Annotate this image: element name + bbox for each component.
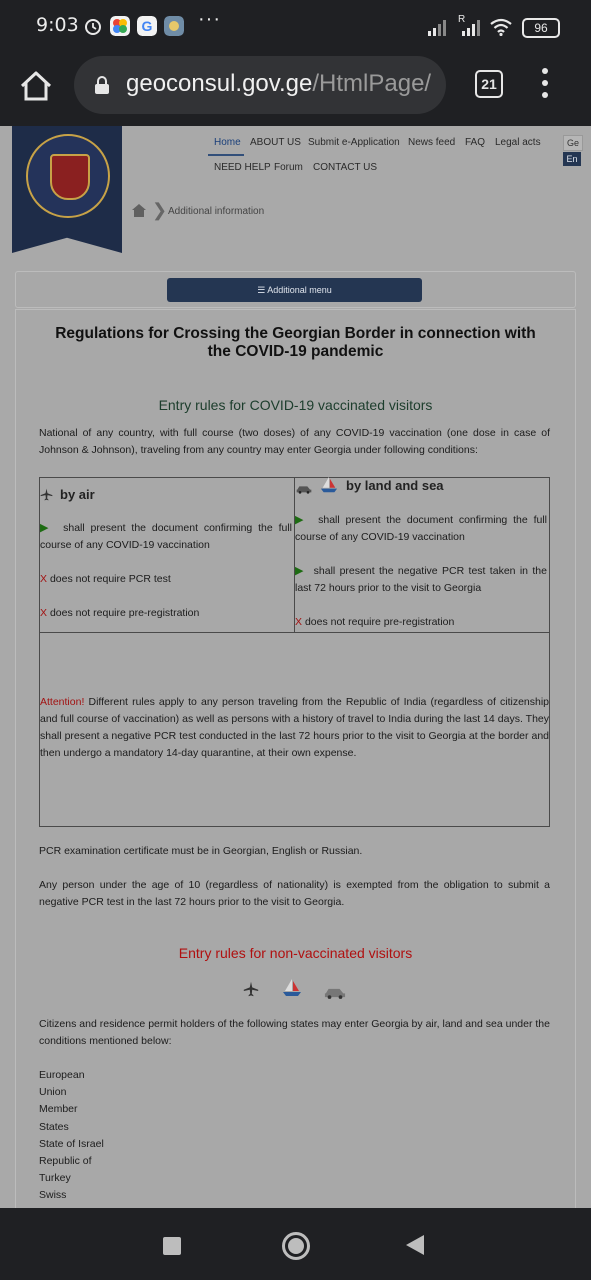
back-icon[interactable] xyxy=(406,1235,424,1255)
list-item: Union xyxy=(39,1086,67,1099)
by-air-rule-text: does not require pre-registration xyxy=(49,607,200,619)
non-vaccinated-heading: Entry rules for non-vaccinated visitors xyxy=(178,945,413,961)
nav-legal-acts[interactable]: Legal acts xyxy=(495,137,541,148)
clock: 9:03 xyxy=(36,14,79,36)
status-bar xyxy=(0,0,591,52)
tabs-icon[interactable]: 21 xyxy=(475,70,503,98)
signal-icon xyxy=(462,18,484,36)
by-air-heading: by air xyxy=(60,487,95,502)
additional-menu-button[interactable]: ☰ Additional menu xyxy=(167,278,422,302)
states-list xyxy=(39,1067,104,1205)
kebab-menu-icon[interactable] xyxy=(540,68,550,102)
by-land-sea-rule-text: shall present the negative PCR test taken in the last 72 hours prior to the visit to Georgia xyxy=(295,565,547,594)
home-icon[interactable] xyxy=(18,68,54,104)
by-air-rule-text: does not require PCR test xyxy=(49,573,171,585)
more-notifications: ··· xyxy=(198,8,221,30)
list-item: Swiss xyxy=(39,1189,67,1202)
plane-icon xyxy=(243,981,259,997)
nav-news-feed[interactable]: News feed xyxy=(408,137,456,148)
green-arrow-icon: ▶ xyxy=(295,514,307,526)
url-path: /HtmlPage/ xyxy=(312,70,432,97)
by-air-rule-text: shall present the document confirming the full course of any COVID-19 vaccination xyxy=(40,522,292,551)
google-icon xyxy=(137,16,157,36)
by-air-rule xyxy=(40,571,292,588)
pcr-language-note: PCR examination certificate must be in Georgian, English or Russian. xyxy=(39,845,363,857)
by-land-sea-rule xyxy=(295,512,547,546)
nav-contact-us[interactable]: CONTACT US xyxy=(313,162,378,173)
boat-icon xyxy=(320,476,338,494)
vaccinated-intro: National of any country, with full course (two doses) of any COVID-19 vaccination (one dose in case of Johnson & Johnson), traveling from any country may enter Georgia under following conditions: xyxy=(39,427,550,456)
web-page xyxy=(0,126,591,1208)
battery-indicator: 96 xyxy=(522,18,560,38)
ministry-logo[interactable] xyxy=(12,126,122,253)
list-item: State of Israel xyxy=(39,1137,104,1150)
nav-submit-application[interactable]: Submit e-Application xyxy=(308,137,400,148)
red-x-icon: X xyxy=(295,616,303,628)
by-land-sea-heading: by land and sea xyxy=(346,478,444,493)
list-item: States xyxy=(39,1120,69,1133)
wifi-icon xyxy=(490,18,512,36)
by-land-sea-cell xyxy=(294,477,550,633)
home-circle-icon[interactable] xyxy=(282,1232,310,1260)
nav-need-help[interactable]: NEED HELP xyxy=(214,162,271,173)
list-item: Turkey xyxy=(39,1172,71,1185)
lang-en-button[interactable]: En xyxy=(563,152,581,166)
car-icon xyxy=(324,986,346,999)
red-x-icon: X xyxy=(40,607,48,619)
svg-text:G: G xyxy=(141,18,153,34)
attention-note xyxy=(40,694,549,762)
attention-text: Different rules apply to any person traveling from the Republic of India (regardless of citizenship and full course of vaccination) as well as persons with a history of travel to India during the last 14 days. They shall present a negative PCR test conducted in the last 72 hours prior to the visit to Georgia at the border and then undergo a mandatory 14-day quarantine, at their own expense. xyxy=(40,696,550,759)
by-air-rule xyxy=(40,520,292,554)
url-host: geoconsul.gov.ge xyxy=(126,70,313,97)
roaming-indicator: R xyxy=(458,14,466,25)
lock-icon xyxy=(94,76,110,94)
browser-toolbar xyxy=(0,52,591,126)
lang-ge-button[interactable]: Ge xyxy=(563,135,583,151)
list-item: Member xyxy=(39,1103,78,1116)
breadcrumb-current: Additional information xyxy=(168,206,265,217)
boat-icon xyxy=(282,978,302,998)
nav-active-indicator xyxy=(208,154,244,156)
nav-about-us[interactable]: ABOUT US xyxy=(250,137,301,148)
nav-faq[interactable]: FAQ xyxy=(465,137,486,148)
alarm-icon xyxy=(83,16,103,36)
attention-label: Attention! xyxy=(40,696,85,708)
coat-of-arms-icon xyxy=(50,154,90,200)
under-10-note: Any person under the age of 10 (regardless of nationality) is exempted from the obligation to submit a negative PCR test in the last 72 hours prior to the visit to Georgia. xyxy=(39,879,550,908)
green-arrow-icon: ▶ xyxy=(295,565,305,577)
list-item: Republic of xyxy=(39,1155,92,1168)
photos-icon xyxy=(110,16,130,36)
by-land-sea-rule xyxy=(295,614,547,631)
breadcrumb-separator-icon: ❯ xyxy=(152,200,168,220)
by-land-sea-rule-text: shall present the document confirming the full course of any COVID-19 vaccination xyxy=(295,514,547,543)
app-icon xyxy=(164,16,184,36)
additional-menu-panel xyxy=(15,271,576,308)
non-vaccinated-intro: Citizens and residence permit holders of the following states may enter Georgia by air, land and sea under the conditions mentioned below: xyxy=(39,1018,550,1047)
by-land-sea-rule-text: does not require pre-registration xyxy=(304,616,455,628)
list-item: European xyxy=(39,1069,85,1081)
address-bar[interactable] xyxy=(74,56,446,114)
page-title: Regulations for Crossing the Georgian Border in connection with the COVID-19 pandemic xyxy=(55,325,536,360)
vaccinated-heading: Entry rules for COVID-19 vaccinated visitors xyxy=(158,397,433,413)
green-arrow-icon: ▶ xyxy=(40,522,52,534)
system-nav-bar xyxy=(0,1208,591,1280)
recents-icon[interactable] xyxy=(163,1237,181,1255)
nav-home[interactable]: Home xyxy=(214,137,241,148)
red-x-icon: X xyxy=(40,573,48,585)
nav-forum[interactable]: Forum xyxy=(274,162,303,173)
car-icon xyxy=(296,483,312,495)
by-land-sea-rule xyxy=(295,563,547,597)
url-text xyxy=(126,70,436,98)
home-icon[interactable] xyxy=(132,204,146,217)
plane-icon xyxy=(40,488,53,501)
by-air-rule xyxy=(40,605,292,622)
seal-icon xyxy=(26,134,110,218)
signal-icon xyxy=(428,18,450,36)
